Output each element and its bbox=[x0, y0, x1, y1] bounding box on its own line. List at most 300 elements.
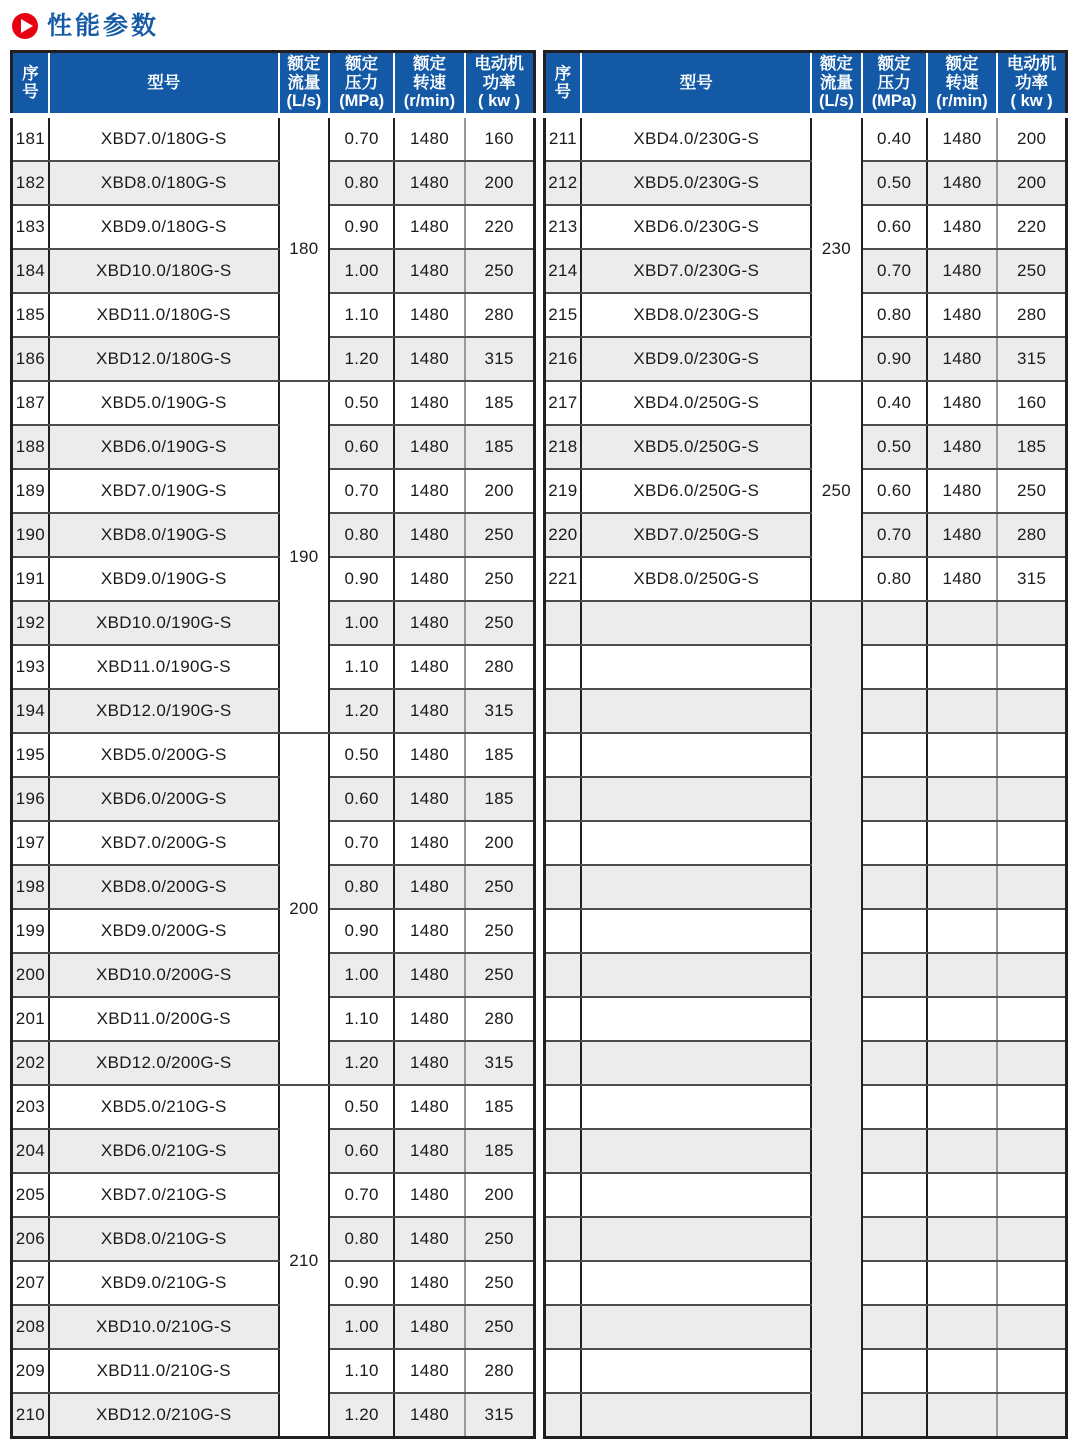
col-header-model-line: 型号 bbox=[147, 73, 181, 92]
cell-rated-speed: 1480 bbox=[394, 865, 464, 909]
cell-rated-speed: 1480 bbox=[394, 1349, 464, 1393]
cell-rated-pressure: 0.70 bbox=[329, 469, 394, 513]
cell-model: XBD8.0/190G-S bbox=[49, 513, 279, 557]
cell-motor-power: 280 bbox=[465, 1349, 534, 1393]
cell-rated-speed: 1480 bbox=[394, 513, 464, 557]
cell-empty bbox=[862, 821, 927, 865]
cell-rated-speed: 1480 bbox=[394, 557, 464, 601]
cell-empty bbox=[862, 1305, 927, 1349]
cell-rated-pressure: 0.90 bbox=[329, 909, 394, 953]
cell-empty bbox=[997, 953, 1066, 997]
col-header-pressure-line: 额定 bbox=[877, 55, 911, 74]
table-row bbox=[544, 293, 1067, 337]
cell-rated-speed: 1480 bbox=[394, 161, 464, 205]
cell-empty bbox=[862, 1217, 927, 1261]
cell-rated-pressure: 0.60 bbox=[329, 1129, 394, 1173]
cell-empty bbox=[581, 997, 811, 1041]
col-header-flow-line: 流量 bbox=[819, 73, 853, 92]
cell-empty bbox=[927, 777, 997, 821]
empty-row bbox=[544, 777, 1067, 821]
cell-rated-speed: 1480 bbox=[394, 909, 464, 953]
cell-serial-no: 207 bbox=[12, 1261, 49, 1305]
col-header-flow-line: (L/s) bbox=[286, 92, 322, 111]
cell-rated-speed: 1480 bbox=[927, 557, 997, 601]
cell-empty bbox=[581, 821, 811, 865]
table-row bbox=[544, 381, 1067, 425]
cell-motor-power: 315 bbox=[465, 689, 534, 733]
table-row bbox=[12, 205, 535, 249]
cell-empty bbox=[544, 1261, 581, 1305]
cell-empty bbox=[581, 1085, 811, 1129]
cell-motor-power: 315 bbox=[997, 557, 1066, 601]
empty-row bbox=[544, 1393, 1067, 1438]
cell-empty bbox=[862, 1129, 927, 1173]
cell-rated-pressure: 0.80 bbox=[862, 557, 927, 601]
col-header-power-line: ( kw ) bbox=[477, 92, 521, 111]
cell-rated-flow-merged: 180 bbox=[279, 116, 329, 382]
cell-model: XBD8.0/230G-S bbox=[581, 293, 811, 337]
empty-row bbox=[544, 1041, 1067, 1085]
col-header-no-line: 序 bbox=[554, 64, 572, 83]
cell-model: XBD11.0/200G-S bbox=[49, 997, 279, 1041]
cell-model: XBD8.0/250G-S bbox=[581, 557, 811, 601]
empty-row bbox=[544, 1173, 1067, 1217]
cell-rated-pressure: 0.70 bbox=[329, 116, 394, 162]
cell-empty bbox=[862, 1393, 927, 1438]
cell-motor-power: 280 bbox=[465, 997, 534, 1041]
cell-empty bbox=[997, 689, 1066, 733]
cell-empty bbox=[581, 689, 811, 733]
cell-empty bbox=[997, 1041, 1066, 1085]
empty-row bbox=[544, 1217, 1067, 1261]
table-row bbox=[12, 821, 535, 865]
cell-model: XBD5.0/210G-S bbox=[49, 1085, 279, 1129]
cell-empty bbox=[997, 1173, 1066, 1217]
cell-rated-speed: 1480 bbox=[927, 293, 997, 337]
col-header-power-line: 电动机 bbox=[474, 55, 524, 74]
cell-model: XBD4.0/250G-S bbox=[581, 381, 811, 425]
col-header-no bbox=[12, 52, 49, 116]
cell-motor-power: 315 bbox=[465, 1041, 534, 1085]
col-header-pressure-line: 压力 bbox=[877, 73, 911, 92]
cell-empty bbox=[997, 601, 1066, 645]
cell-serial-no: 215 bbox=[544, 293, 581, 337]
col-header-speed-line: 转速 bbox=[945, 73, 979, 92]
cell-rated-speed: 1480 bbox=[394, 601, 464, 645]
cell-model: XBD5.0/250G-S bbox=[581, 425, 811, 469]
cell-serial-no: 190 bbox=[12, 513, 49, 557]
cell-rated-pressure: 0.90 bbox=[329, 205, 394, 249]
cell-empty bbox=[997, 1305, 1066, 1349]
cell-empty bbox=[927, 1349, 997, 1393]
cell-motor-power: 200 bbox=[465, 821, 534, 865]
cell-empty bbox=[544, 689, 581, 733]
col-header-flow-line: (L/s) bbox=[818, 92, 854, 111]
cell-rated-pressure: 1.20 bbox=[329, 1041, 394, 1085]
cell-rated-speed: 1480 bbox=[394, 997, 464, 1041]
col-header-no-line: 序 bbox=[22, 64, 39, 83]
cell-rated-pressure: 0.40 bbox=[862, 116, 927, 162]
col-header-no bbox=[544, 52, 581, 116]
cell-rated-speed: 1480 bbox=[394, 1217, 464, 1261]
cell-empty bbox=[581, 1305, 811, 1349]
cell-serial-no: 201 bbox=[12, 997, 49, 1041]
cell-rated-flow-merged: 210 bbox=[279, 1085, 329, 1438]
col-header-flow-line: 额定 bbox=[287, 55, 321, 74]
col-header-speed-line: (r/min) bbox=[403, 92, 456, 111]
table-row bbox=[12, 733, 535, 777]
cell-rated-speed: 1480 bbox=[394, 1085, 464, 1129]
cell-empty bbox=[927, 1393, 997, 1438]
cell-rated-speed: 1480 bbox=[394, 293, 464, 337]
cell-empty bbox=[997, 865, 1066, 909]
cell-empty bbox=[997, 909, 1066, 953]
cell-empty bbox=[581, 601, 811, 645]
cell-empty bbox=[581, 1129, 811, 1173]
cell-motor-power: 250 bbox=[465, 909, 534, 953]
cell-rated-speed: 1480 bbox=[394, 953, 464, 997]
empty-row bbox=[544, 645, 1067, 689]
cell-serial-no: 203 bbox=[12, 1085, 49, 1129]
col-header-pressure bbox=[862, 52, 927, 116]
cell-rated-speed: 1480 bbox=[394, 777, 464, 821]
cell-serial-no: 214 bbox=[544, 249, 581, 293]
cell-empty bbox=[862, 909, 927, 953]
cell-serial-no: 206 bbox=[12, 1217, 49, 1261]
cell-empty bbox=[927, 1305, 997, 1349]
cell-model: XBD6.0/200G-S bbox=[49, 777, 279, 821]
cell-empty bbox=[544, 953, 581, 997]
table-row bbox=[12, 1305, 535, 1349]
cell-motor-power: 280 bbox=[997, 513, 1066, 557]
cell-model: XBD6.0/190G-S bbox=[49, 425, 279, 469]
cell-rated-pressure: 0.40 bbox=[862, 381, 927, 425]
cell-empty bbox=[544, 909, 581, 953]
cell-motor-power: 250 bbox=[465, 601, 534, 645]
cell-rated-flow-merged: 190 bbox=[279, 381, 329, 733]
table-row bbox=[12, 557, 535, 601]
cell-empty bbox=[581, 865, 811, 909]
table-row bbox=[12, 997, 535, 1041]
table-row bbox=[544, 513, 1067, 557]
cell-empty bbox=[581, 909, 811, 953]
empty-row bbox=[544, 1305, 1067, 1349]
cell-motor-power: 185 bbox=[465, 425, 534, 469]
cell-empty bbox=[544, 1085, 581, 1129]
cell-rated-pressure: 1.00 bbox=[329, 601, 394, 645]
cell-rated-speed: 1480 bbox=[927, 249, 997, 293]
table-row bbox=[12, 1261, 535, 1305]
empty-row bbox=[544, 909, 1067, 953]
table-row bbox=[544, 425, 1067, 469]
cell-empty bbox=[997, 1129, 1066, 1173]
cell-empty bbox=[927, 909, 997, 953]
cell-rated-pressure: 0.50 bbox=[329, 381, 394, 425]
cell-rated-speed: 1480 bbox=[394, 733, 464, 777]
cell-empty bbox=[997, 1085, 1066, 1129]
cell-rated-speed: 1480 bbox=[927, 469, 997, 513]
cell-rated-speed: 1480 bbox=[394, 249, 464, 293]
cell-empty bbox=[581, 1393, 811, 1438]
cell-motor-power: 200 bbox=[997, 116, 1066, 162]
cell-rated-speed: 1480 bbox=[394, 337, 464, 381]
cell-model: XBD10.0/190G-S bbox=[49, 601, 279, 645]
cell-serial-no: 182 bbox=[12, 161, 49, 205]
cell-empty bbox=[997, 777, 1066, 821]
cell-serial-no: 217 bbox=[544, 381, 581, 425]
col-header-pressure-line: (MPa) bbox=[339, 92, 385, 111]
cell-model: XBD12.0/180G-S bbox=[49, 337, 279, 381]
cell-rated-pressure: 1.20 bbox=[329, 1393, 394, 1438]
cell-motor-power: 185 bbox=[465, 777, 534, 821]
cell-serial-no: 183 bbox=[12, 205, 49, 249]
cell-serial-no: 198 bbox=[12, 865, 49, 909]
cell-motor-power: 200 bbox=[465, 469, 534, 513]
cell-empty bbox=[927, 733, 997, 777]
cell-serial-no: 210 bbox=[12, 1393, 49, 1438]
cell-rated-speed: 1480 bbox=[927, 513, 997, 557]
cell-serial-no: 187 bbox=[12, 381, 49, 425]
cell-motor-power: 220 bbox=[997, 205, 1066, 249]
col-header-pressure-line: (MPa) bbox=[871, 92, 917, 111]
cell-rated-pressure: 0.50 bbox=[329, 733, 394, 777]
cell-empty bbox=[544, 1041, 581, 1085]
col-header-speed-line: (r/min) bbox=[936, 92, 988, 111]
col-header-power-line: ( kw ) bbox=[1010, 92, 1053, 111]
cell-serial-no: 221 bbox=[544, 557, 581, 601]
cell-empty bbox=[544, 997, 581, 1041]
cell-rated-pressure: 0.80 bbox=[329, 161, 394, 205]
col-header-speed bbox=[927, 52, 997, 116]
cell-motor-power: 250 bbox=[465, 1305, 534, 1349]
cell-empty bbox=[862, 1349, 927, 1393]
cell-rated-speed: 1480 bbox=[394, 381, 464, 425]
table-row bbox=[544, 116, 1067, 162]
cell-empty bbox=[581, 733, 811, 777]
cell-model: XBD8.0/210G-S bbox=[49, 1217, 279, 1261]
cell-serial-no: 184 bbox=[12, 249, 49, 293]
cell-rated-speed: 1480 bbox=[394, 469, 464, 513]
empty-row bbox=[544, 733, 1067, 777]
empty-row bbox=[544, 953, 1067, 997]
cell-empty bbox=[862, 997, 927, 1041]
header-row bbox=[544, 52, 1067, 116]
cell-serial-no: 209 bbox=[12, 1349, 49, 1393]
cell-serial-no: 216 bbox=[544, 337, 581, 381]
table-row bbox=[12, 1217, 535, 1261]
table-row bbox=[12, 469, 535, 513]
col-header-model bbox=[581, 52, 811, 116]
cell-model: XBD10.0/200G-S bbox=[49, 953, 279, 997]
cell-empty bbox=[997, 1349, 1066, 1393]
table-row bbox=[12, 425, 535, 469]
cell-serial-no: 213 bbox=[544, 205, 581, 249]
cell-rated-speed: 1480 bbox=[394, 1393, 464, 1438]
cell-motor-power: 250 bbox=[465, 865, 534, 909]
col-header-model-line: 型号 bbox=[679, 73, 713, 92]
cell-serial-no: 200 bbox=[12, 953, 49, 997]
cell-empty bbox=[581, 1349, 811, 1393]
cell-empty bbox=[997, 1261, 1066, 1305]
empty-row bbox=[544, 997, 1067, 1041]
cell-rated-pressure: 0.90 bbox=[862, 337, 927, 381]
table-row bbox=[12, 1393, 535, 1438]
play-arrow-triangle bbox=[21, 19, 33, 33]
cell-model: XBD9.0/210G-S bbox=[49, 1261, 279, 1305]
cell-serial-no: 189 bbox=[12, 469, 49, 513]
cell-motor-power: 185 bbox=[465, 733, 534, 777]
cell-rated-pressure: 1.10 bbox=[329, 645, 394, 689]
cell-rated-pressure: 0.60 bbox=[329, 777, 394, 821]
cell-empty bbox=[997, 733, 1066, 777]
cell-rated-speed: 1480 bbox=[927, 116, 997, 162]
cell-rated-pressure: 0.50 bbox=[862, 425, 927, 469]
cell-motor-power: 185 bbox=[465, 381, 534, 425]
table-row bbox=[12, 1173, 535, 1217]
cell-model: XBD9.0/230G-S bbox=[581, 337, 811, 381]
spec-table-right bbox=[543, 50, 1069, 1439]
cell-serial-no: 219 bbox=[544, 469, 581, 513]
cell-empty bbox=[927, 1217, 997, 1261]
cell-rated-flow-merged: 200 bbox=[279, 733, 329, 1085]
cell-model: XBD6.0/210G-S bbox=[49, 1129, 279, 1173]
col-header-power-line: 功率 bbox=[1015, 73, 1049, 92]
cell-model: XBD5.0/230G-S bbox=[581, 161, 811, 205]
col-header-speed bbox=[394, 52, 464, 116]
cell-empty-flow-merged bbox=[811, 601, 861, 1438]
cell-empty bbox=[862, 1173, 927, 1217]
empty-row bbox=[544, 865, 1067, 909]
cell-rated-pressure: 1.10 bbox=[329, 1349, 394, 1393]
cell-empty bbox=[544, 1129, 581, 1173]
cell-motor-power: 185 bbox=[465, 1129, 534, 1173]
cell-empty bbox=[544, 1173, 581, 1217]
empty-row bbox=[544, 689, 1067, 733]
cell-model: XBD5.0/200G-S bbox=[49, 733, 279, 777]
cell-empty bbox=[862, 601, 927, 645]
cell-model: XBD11.0/190G-S bbox=[49, 645, 279, 689]
cell-serial-no: 208 bbox=[12, 1305, 49, 1349]
cell-serial-no: 185 bbox=[12, 293, 49, 337]
cell-rated-pressure: 1.10 bbox=[329, 293, 394, 337]
cell-motor-power: 250 bbox=[997, 469, 1066, 513]
cell-motor-power: 280 bbox=[997, 293, 1066, 337]
cell-model: XBD8.0/200G-S bbox=[49, 865, 279, 909]
table-row bbox=[12, 601, 535, 645]
table-row bbox=[12, 645, 535, 689]
table-row bbox=[544, 557, 1067, 601]
table-row bbox=[12, 513, 535, 557]
cell-serial-no: 211 bbox=[544, 116, 581, 162]
cell-rated-speed: 1480 bbox=[927, 381, 997, 425]
cell-serial-no: 186 bbox=[12, 337, 49, 381]
empty-row bbox=[544, 1085, 1067, 1129]
cell-motor-power: 160 bbox=[465, 116, 534, 162]
cell-model: XBD5.0/190G-S bbox=[49, 381, 279, 425]
empty-row bbox=[544, 1261, 1067, 1305]
col-header-speed-line: 额定 bbox=[945, 55, 979, 74]
cell-empty bbox=[927, 1173, 997, 1217]
cell-empty bbox=[927, 997, 997, 1041]
cell-rated-speed: 1480 bbox=[927, 425, 997, 469]
cell-serial-no: 193 bbox=[12, 645, 49, 689]
table-row bbox=[544, 161, 1067, 205]
cell-rated-pressure: 1.20 bbox=[329, 689, 394, 733]
cell-model: XBD8.0/180G-S bbox=[49, 161, 279, 205]
cell-model: XBD10.0/180G-S bbox=[49, 249, 279, 293]
cell-empty bbox=[544, 1305, 581, 1349]
table-row bbox=[12, 1085, 535, 1129]
cell-model: XBD10.0/210G-S bbox=[49, 1305, 279, 1349]
cell-model: XBD6.0/230G-S bbox=[581, 205, 811, 249]
cell-rated-speed: 1480 bbox=[394, 1305, 464, 1349]
col-header-pressure-line: 额定 bbox=[345, 55, 379, 74]
table-row bbox=[544, 249, 1067, 293]
cell-empty bbox=[862, 865, 927, 909]
cell-empty bbox=[927, 953, 997, 997]
col-header-pressure-line: 压力 bbox=[345, 73, 379, 92]
cell-empty bbox=[997, 821, 1066, 865]
cell-rated-pressure: 0.60 bbox=[862, 205, 927, 249]
cell-empty bbox=[927, 1085, 997, 1129]
spec-tables-container bbox=[0, 50, 1076, 1439]
cell-serial-no: 196 bbox=[12, 777, 49, 821]
cell-empty bbox=[544, 777, 581, 821]
cell-empty bbox=[862, 689, 927, 733]
cell-rated-pressure: 1.10 bbox=[329, 997, 394, 1041]
cell-rated-pressure: 0.50 bbox=[329, 1085, 394, 1129]
table-row bbox=[544, 337, 1067, 381]
cell-motor-power: 250 bbox=[465, 249, 534, 293]
cell-empty bbox=[862, 1041, 927, 1085]
cell-model: XBD7.0/250G-S bbox=[581, 513, 811, 557]
table-row bbox=[12, 161, 535, 205]
cell-rated-speed: 1480 bbox=[394, 689, 464, 733]
cell-empty bbox=[544, 733, 581, 777]
cell-empty bbox=[927, 1129, 997, 1173]
cell-empty bbox=[927, 821, 997, 865]
cell-motor-power: 280 bbox=[465, 645, 534, 689]
col-header-flow-line: 额定 bbox=[819, 55, 853, 74]
cell-serial-no: 192 bbox=[12, 601, 49, 645]
col-header-no-line: 号 bbox=[22, 83, 39, 101]
cell-empty bbox=[862, 645, 927, 689]
cell-model: XBD7.0/210G-S bbox=[49, 1173, 279, 1217]
table-row bbox=[12, 1129, 535, 1173]
play-arrow-icon bbox=[12, 13, 38, 39]
col-header-power bbox=[465, 52, 534, 116]
cell-serial-no: 181 bbox=[12, 116, 49, 162]
col-header-no-line: 号 bbox=[554, 83, 572, 101]
cell-empty bbox=[997, 997, 1066, 1041]
cell-serial-no: 191 bbox=[12, 557, 49, 601]
table-row bbox=[12, 689, 535, 733]
cell-model: XBD9.0/200G-S bbox=[49, 909, 279, 953]
cell-model: XBD12.0/190G-S bbox=[49, 689, 279, 733]
cell-rated-pressure: 0.50 bbox=[862, 161, 927, 205]
cell-model: XBD12.0/200G-S bbox=[49, 1041, 279, 1085]
cell-empty bbox=[544, 601, 581, 645]
col-header-flow bbox=[279, 52, 329, 116]
table-row bbox=[12, 1349, 535, 1393]
section-title-row bbox=[0, 0, 1076, 50]
cell-model: XBD6.0/250G-S bbox=[581, 469, 811, 513]
cell-serial-no: 218 bbox=[544, 425, 581, 469]
cell-rated-speed: 1480 bbox=[394, 1129, 464, 1173]
cell-rated-speed: 1480 bbox=[394, 1173, 464, 1217]
cell-empty bbox=[581, 1261, 811, 1305]
cell-empty bbox=[581, 953, 811, 997]
